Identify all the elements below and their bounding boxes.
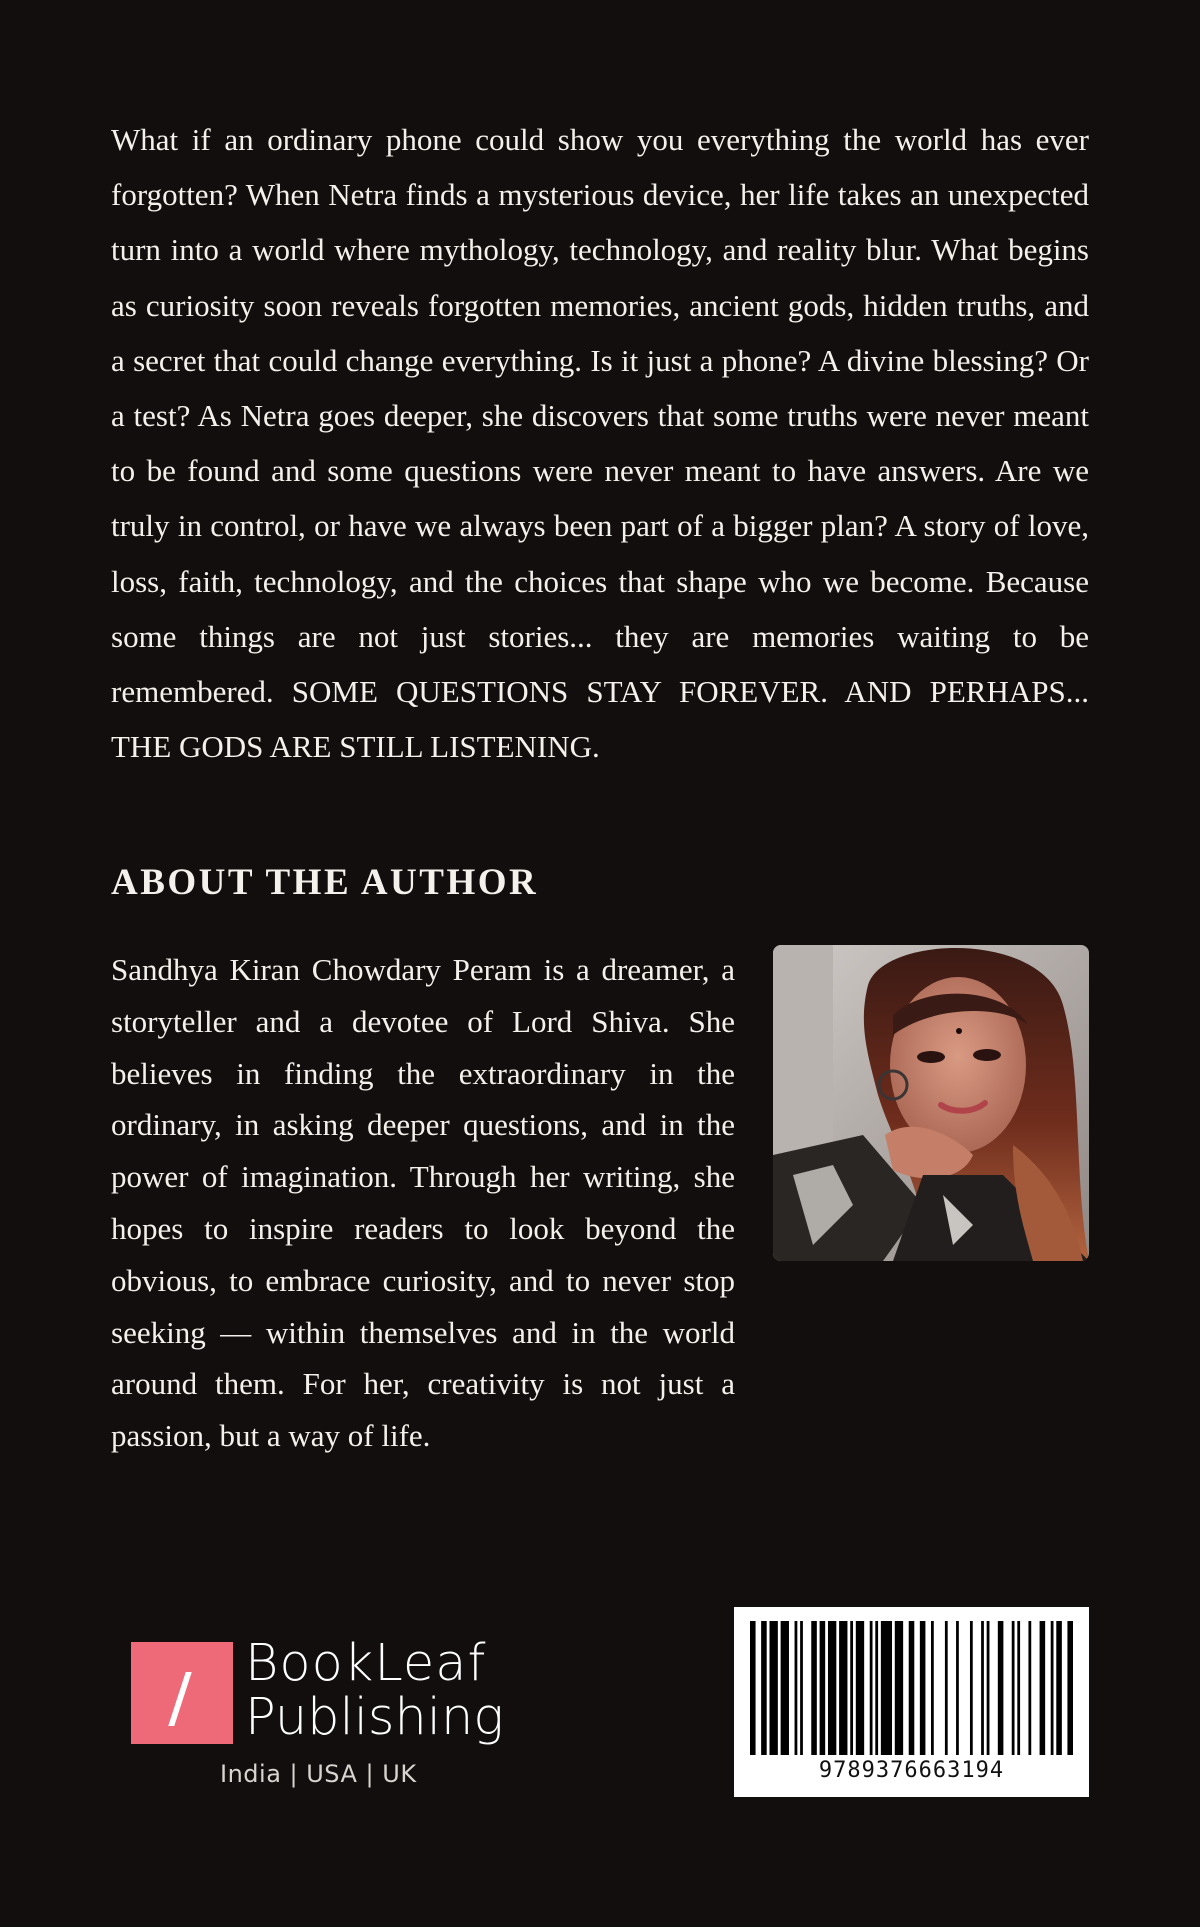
barcode-bar [839, 1621, 847, 1755]
barcode-bar [1017, 1621, 1020, 1755]
barcode-bar [987, 1621, 990, 1755]
about-author-heading: ABOUT THE AUTHOR [111, 862, 539, 903]
barcode-bar [931, 1621, 934, 1755]
barcode-bar [881, 1621, 892, 1755]
slash-icon [168, 1672, 192, 1726]
publisher-regions: India | USA | UK [220, 1760, 417, 1788]
barcode-bar [998, 1621, 1004, 1755]
barcode-bar [769, 1621, 777, 1755]
barcode-bar [1056, 1621, 1062, 1755]
barcode-bar [970, 1621, 973, 1755]
barcode-bar [909, 1621, 915, 1755]
author-photo [773, 945, 1089, 1261]
barcode-bar [981, 1621, 984, 1755]
bookleaf-logo-mark [131, 1642, 233, 1744]
isbn-barcode [734, 1607, 1089, 1797]
publisher-name-line1: BookLeaf [245, 1634, 487, 1693]
barcode-bar [870, 1621, 873, 1755]
barcode-bar [820, 1621, 826, 1755]
barcode-bar [856, 1621, 864, 1755]
barcode-bar [750, 1621, 756, 1755]
barcode-bar [1012, 1621, 1015, 1755]
author-portrait-image [773, 945, 1089, 1261]
barcode-bar [828, 1621, 836, 1755]
author-bio: Sandhya Kiran Chowdary Peram is a dreamer, a storyteller and a devotee of Lord Shiva. She believes in finding the extraordinary in the ordinary, in asking deeper questions, and in the power of imagination. Through her writing, she hopes to inspire readers to look beyond the obvious, to embrace curiosity, and to never stop seeking — within themselves and in the world around them. For her, creativity is not just a passion, but a way of life. [111, 952, 735, 1454]
publisher-name-line2: Publishing [245, 1688, 504, 1747]
barcode-bar [800, 1621, 803, 1755]
barcode-bar [920, 1621, 926, 1755]
barcode-bar [875, 1621, 878, 1755]
barcode-bar [781, 1621, 789, 1755]
barcode-bar [761, 1621, 767, 1755]
barcode-bar [1067, 1621, 1073, 1755]
barcode-bar [795, 1621, 798, 1755]
barcode-bars [748, 1621, 1075, 1755]
barcode-bar [1051, 1621, 1054, 1755]
barcode-bar [850, 1621, 853, 1755]
barcode-bar [945, 1621, 948, 1755]
barcode-bar [1028, 1621, 1031, 1755]
back-cover-blurb: What if an ordinary phone could show you everything the world has ever forgotten? When Netra finds a mysterious device, her life takes an unexpected turn into a world where mythology, technology, and reality blur. What begins as curiosity soon reveals forgotten memories, ancient gods, hidden truths, and a secret that could change everything. Is it just a phone? A divine blessing? Or a test? As Netra goes deeper, she discovers that some truths were never meant to be found and some questions were never meant to have answers. Are we truly in control, or have we always been part of a bigger plan? A story of love, loss, faith, technology, and the choices that shape who we become. Because some things are not just stories... they are memories waiting to be remembered. SOME QUESTIONS STAY FOREVER. AND PERHAPS... THE GODS ARE STILL LISTENING. [111, 122, 1089, 765]
isbn-number: 9789376663194 [818, 1758, 1005, 1783]
barcode-bar [895, 1621, 903, 1755]
bookleaf-publishing-logo [131, 1636, 521, 1796]
barcode-bar [956, 1621, 959, 1755]
barcode-bar [1040, 1621, 1046, 1755]
barcode-bar [811, 1621, 817, 1755]
